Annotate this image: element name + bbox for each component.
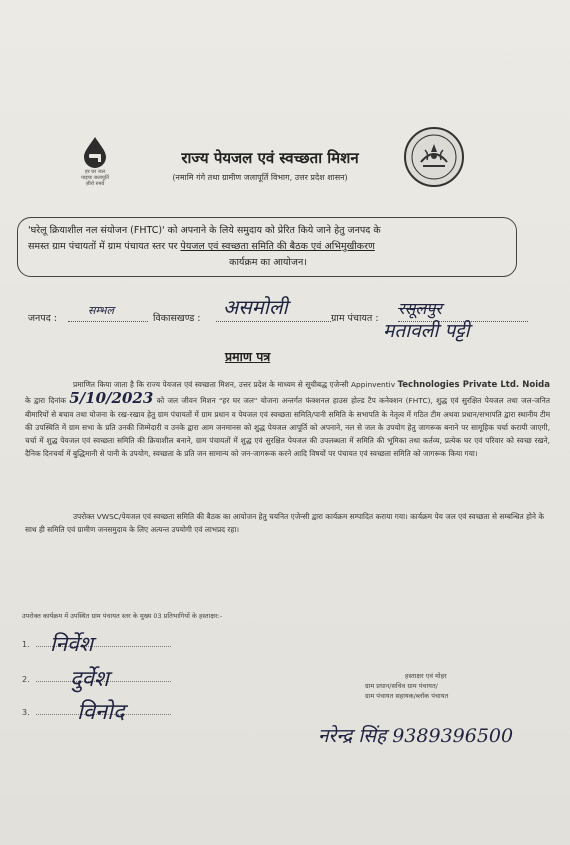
banner-line-2b: पेयजल एवं स्वच्छता समिति की बैठक एवं अभिमुखीकरण xyxy=(180,241,375,252)
water-drop-icon xyxy=(78,135,112,169)
gram-panchayat-label: ग्राम पंचायत : xyxy=(331,313,379,324)
logo-caption-2: पाइप्ड जलापूर्ति xyxy=(81,175,109,181)
body-paragraph-2: उपरोक्त VWSC/पेयजल एवं स्वच्छता समिति की बैठक का आयोजन हेतु चयनित एजेन्सी द्वारा कार्यक्रम सम्पादित कराया गया। कार्यक्रम पेय जल एवं स्वच्छता से सम्बन्धित होने के साथ ही समिति एवं ग्रामीण जनसमुदाय के लिए अत्यन्त उपयोगी एवं लाभप्रद रहा। xyxy=(25,512,545,535)
agency-name: Technologies Private Ltd. Noida xyxy=(397,380,550,390)
body-paragraph-1: को जल जीवन मिशन "हर घर जल" योजना अन्तर्गत फंक्शनल हाउस होल्ड टैप कनेक्शन (FHTC), शुद्ध एवं सुरक्षित पेयजल तथा जल-जनित बीमारियों से बचाव तथा योजना के रख-रखाव हेतु ग्राम पंचायतों में ग्राम प्रधान व पेयजल एवं स्वच्छता समिति/पानी समिति के सभापति के नेतृत्व में गठित टीम अथवा प्रधान/सभापति द्वारा स्थानीय टीम की उपस्थिति में ग्राम सभा के प्रति उनकी जिम्मेदारी व उनके द्वारा आम जनमानस को शुद्ध पेयजल आपूर्ति को अपनाने, नल से जल के उपयोग हेतु जागरूक बनाने पर सामूहिक चर्चा करायी जाएगी, चर्चा में शुद्ध पेयजल एवं स्वच्छता समिति की क्रियाशील बनाने, ग्राम पंचायतों में शुद्ध एवं सुरक्षित पेयजल की उपलब्धता में समिति की भूमिका तथा कर्तव्य, प्रत्येक घर एवं परिवार को स्वच्छ रखने, दैनिक दिनचर्या में बुद्धिमानी से पानी के उपयोग, स्वच्छता के प्रति जन सामान्य को जन-जागरूक करने आदि विषयों पर पंचायत एवं स्वच्छता समिति को जागरूक किया गया। xyxy=(25,396,550,459)
certificate-title: प्रमाण पत्र xyxy=(225,349,271,364)
banner-line-2a: समस्त ग्राम पंचायतों में ग्राम पंचायत स्तर पर xyxy=(28,241,181,252)
authority-label xyxy=(365,671,540,701)
signature-2: दुर्वेश xyxy=(70,667,109,692)
up-government-seal xyxy=(403,126,465,192)
participants-label: उपरोक्त कार्यक्रम में उपस्थित ग्राम पंचायत स्तर के मुख्य 03 प्रतिभागियों के हस्ताक्षर:- xyxy=(22,612,223,620)
signature-number-1: 1. xyxy=(22,640,30,649)
logo-caption-1: हर घर जल xyxy=(85,169,105,175)
banner-line-1: 'घरेलू क्रियाशील नल संयोजन (FHTC)' को अपनाने के लिये समुदाय को प्रेरित किये जाने हेतु जनपद के xyxy=(28,225,381,236)
signature-1: निर्वेश xyxy=(50,632,94,656)
gram-panchayat-struck-value: रसूलपुर xyxy=(398,299,442,318)
district-value: सम्भल xyxy=(88,304,114,317)
signature-line-2 xyxy=(22,667,171,692)
signature-line-1 xyxy=(22,632,171,656)
gram-panchayat-value: मतावली पट्टी xyxy=(383,320,470,342)
emblem-icon xyxy=(403,126,465,188)
handwritten-date: 5/10/2023 xyxy=(69,389,154,408)
authority-line-1: हस्ताक्षर एवं मोहर xyxy=(405,672,447,680)
banner-line-3: कार्यक्रम का आयोजन। xyxy=(229,257,307,268)
block-label: विकासखण्ड : xyxy=(153,313,201,324)
mission-subtitle: (नमामि गंगे तथा ग्रामीण जलापूर्ति विभाग, उत्तर प्रदेश शासन) xyxy=(172,173,348,182)
signature-number-3: 3. xyxy=(22,708,30,717)
certificate-body xyxy=(25,378,550,461)
certificate-body-2 xyxy=(25,510,550,537)
body-date-prefix: के द्वारा दिनांक xyxy=(25,396,66,406)
authority-line-3: ग्राम पंचायत सहायक/ब्लॉक पंचायत xyxy=(365,692,449,700)
mission-title: राज्य पेयजल एवं स्वच्छता मिशन xyxy=(181,149,359,167)
body-intro: प्रमाणित किया जाता है कि राज्य पेयजल एवं स्वच्छता मिशन, उत्तर प्रदेश के माध्यम से सूचीबद्ध एजेन्सी Appinventiv xyxy=(73,380,396,389)
location-fields xyxy=(28,295,548,345)
program-banner-text xyxy=(28,223,508,271)
signature-3: विनोद xyxy=(77,700,125,725)
signature-line-3 xyxy=(22,700,171,725)
district-label: जनपद : xyxy=(28,313,57,324)
logo-caption-3: ज़ीरो रुपये xyxy=(85,181,105,187)
authority-line-2: ग्राम प्रधान/सचिव ग्राम पंचायत/ xyxy=(365,682,438,690)
authority-handwritten-signature: नरेन्द्र सिंह 9389396500 xyxy=(318,725,514,747)
signature-number-2: 2. xyxy=(22,675,30,684)
block-value: असमोली xyxy=(223,295,288,319)
